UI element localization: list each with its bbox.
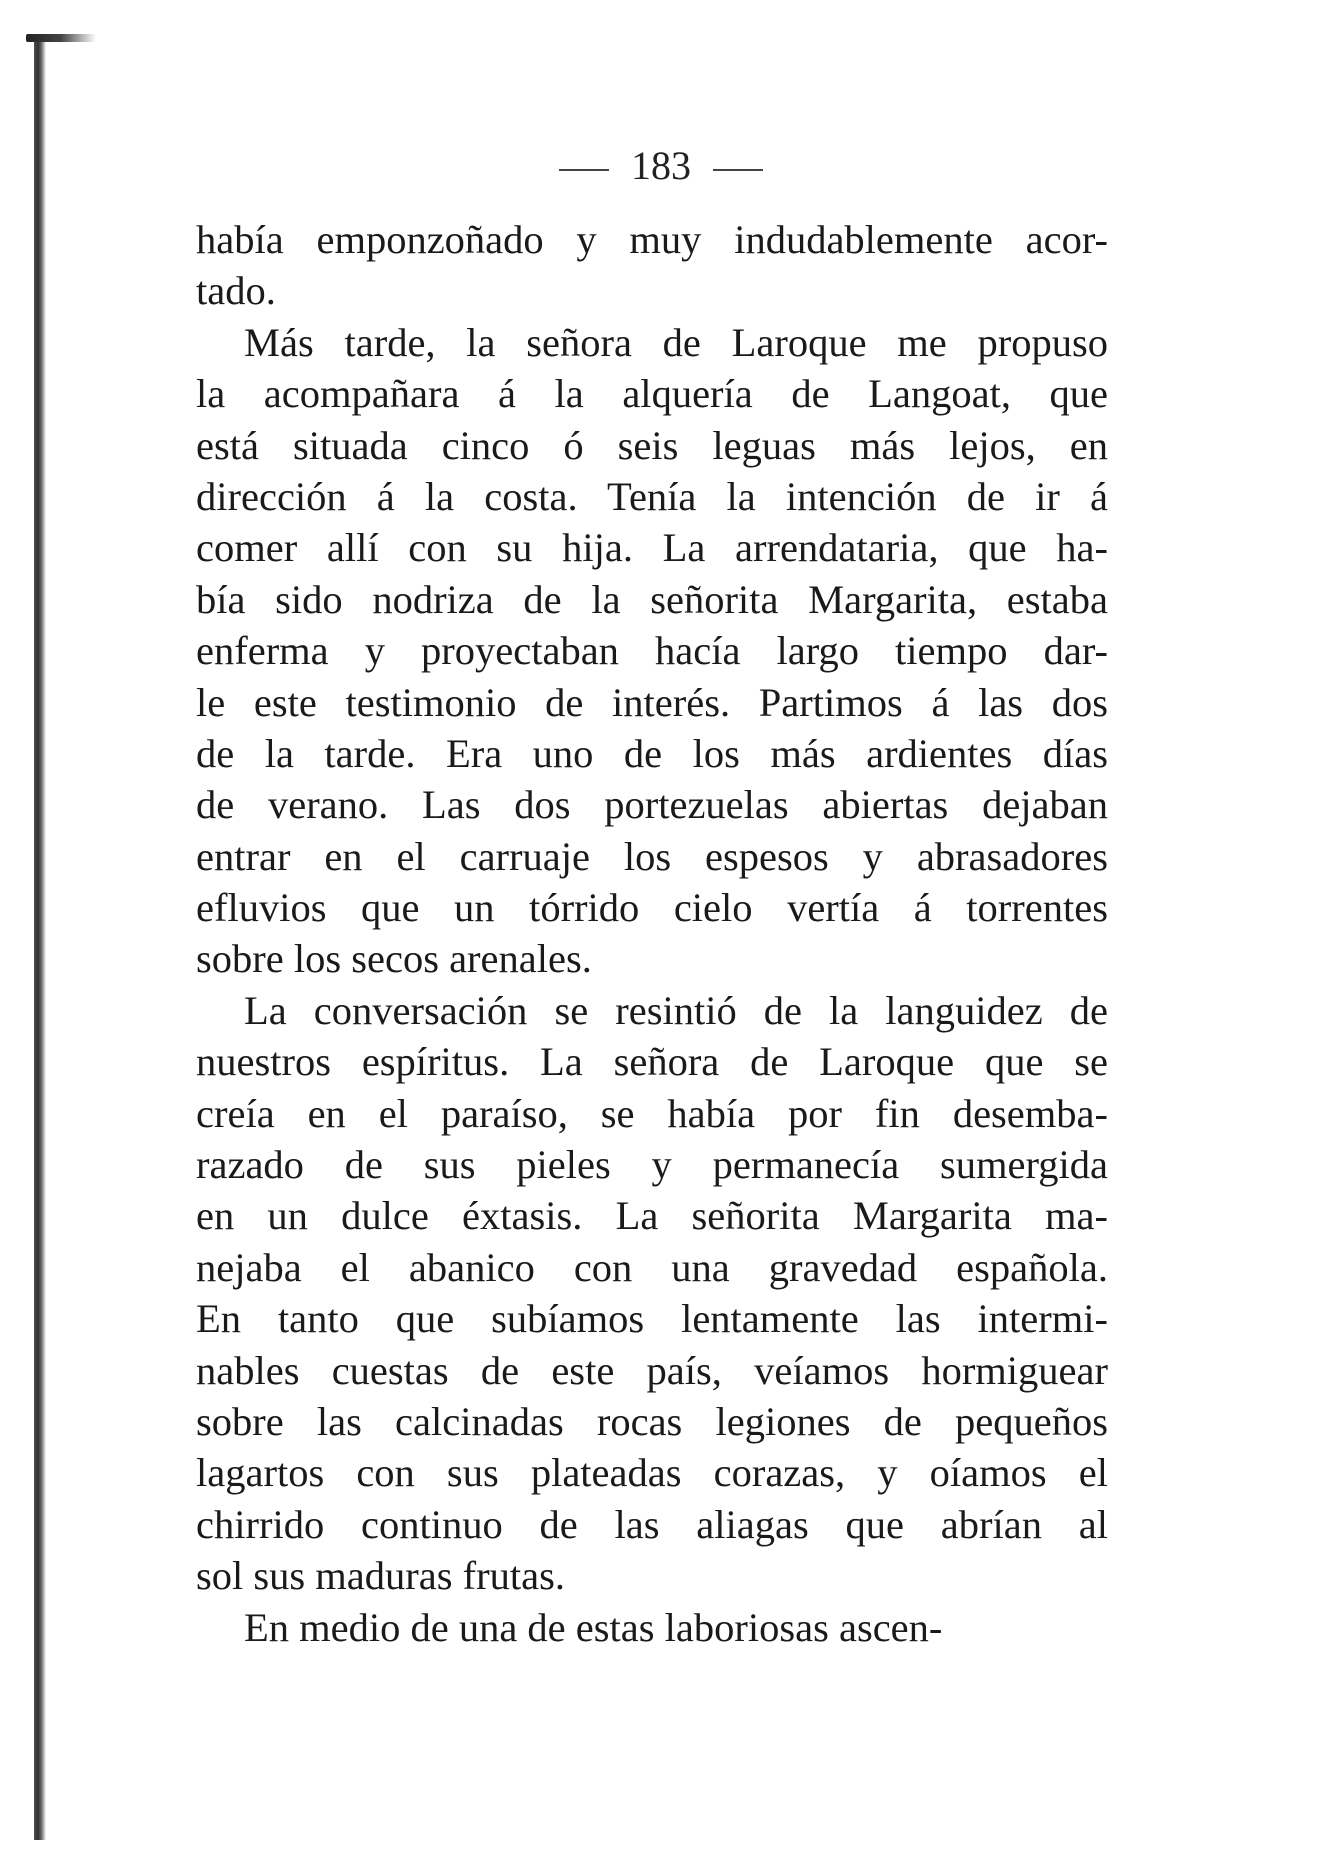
- text-line: la acompañara á la alquería de Langoat, que: [196, 371, 1108, 417]
- page-number: 183: [631, 143, 691, 188]
- text-line: nables cuestas de este país, veíamos hormiguear: [196, 1347, 1108, 1393]
- text-line: de verano. Las dos portezuelas abiertas dejaban: [196, 782, 1108, 828]
- text-line: había emponzoñado y muy indudablemente acor-: [196, 217, 1108, 262]
- text-line: efluvios que un tórrido cielo vertía á torrentes: [196, 885, 1108, 931]
- text-line: nejaba el abanico con una gravedad española.: [196, 1244, 1108, 1290]
- text-line: razado de sus pieles y permanecía sumergida: [196, 1142, 1108, 1188]
- text-line: dirección á la costa. Tenía la intención de ir á: [196, 473, 1108, 519]
- paragraph: [196, 1602, 1108, 1653]
- text-line: enferma y proyectaban hacía largo tiempo dar-: [196, 628, 1108, 674]
- text-line: creía en el paraíso, se había por fin desemba-: [196, 1090, 1108, 1136]
- text-line: La conversación se resintió de la languidez de: [244, 987, 1108, 1033]
- text-line: bía sido nodriza de la señorita Margarita, estaba: [196, 576, 1108, 622]
- text-line: tado.: [196, 268, 276, 314]
- book-binding-edge: [34, 40, 46, 1840]
- text-line: comer allí con su hija. La arrendataria, que ha-: [196, 525, 1108, 571]
- text-line: En tanto que subíamos lentamente las intermi-: [196, 1296, 1108, 1342]
- page-number-dash-right: [713, 169, 763, 171]
- text-line: de la tarde. Era uno de los más ardientes días: [196, 730, 1108, 776]
- text-line: En medio de una de estas laboriosas ascen-: [244, 1604, 943, 1650]
- text-line: le este testimonio de interés. Partimos á las dos: [196, 679, 1108, 725]
- paragraph: [196, 214, 1108, 317]
- text-line: chirrido continuo de las aliagas que abrían al: [196, 1501, 1108, 1547]
- book-binding-flare: [26, 34, 96, 42]
- text-line: sobre las calcinadas rocas legiones de pequeños: [196, 1398, 1108, 1444]
- body-text: [196, 214, 1108, 1653]
- page-number-header: [0, 136, 1322, 196]
- paragraph: [196, 317, 1108, 985]
- paragraph: [196, 985, 1108, 1602]
- text-line: nuestros espíritus. La señora de Laroque que se: [196, 1039, 1108, 1085]
- text-line: Más tarde, la señora de Laroque me propuso: [244, 319, 1108, 365]
- text-line: entrar en el carruaje los espesos y abrasadores: [196, 833, 1108, 879]
- text-line: sol sus maduras frutas.: [196, 1553, 565, 1599]
- text-line: está situada cinco ó seis leguas más lejos, en: [196, 422, 1108, 468]
- text-line: en un dulce éxtasis. La señorita Margarita ma-: [196, 1193, 1108, 1239]
- page-number-dash-left: [559, 169, 609, 171]
- text-line: lagartos con sus plateadas corazas, y oíamos el: [196, 1450, 1108, 1496]
- text-line: sobre los secos arenales.: [196, 936, 592, 982]
